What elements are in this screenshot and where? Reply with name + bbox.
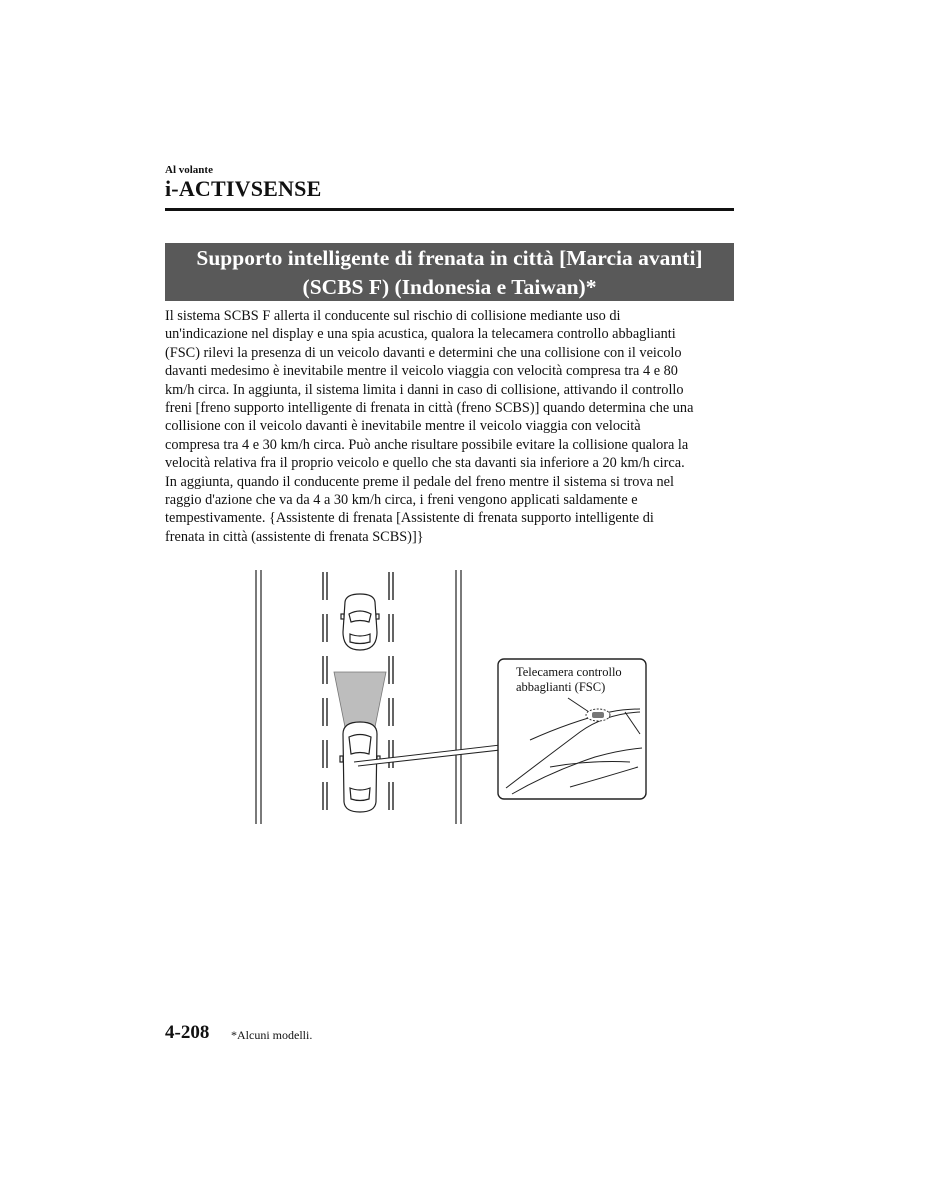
title-divider [165, 208, 734, 211]
body-line: In aggiunta, quando il conducente preme il pedale del freno mentre il sistema si trova nel [165, 473, 674, 490]
own-vehicle-icon [340, 722, 380, 812]
page-title: i-ACTIVSENSE [165, 176, 322, 201]
body-line: un'indicazione nel display e una spia acustica, qualora la telecamera controllo abbaglianti [165, 326, 676, 343]
body-paragraph [165, 307, 740, 546]
callout-label-line-1: Telecamera controllo [516, 665, 622, 679]
body-line: davanti medesimo è inevitabile mentre il veicolo viaggia con velocità compresa tra 4 e 80 [165, 363, 678, 380]
lane-divider-right [389, 572, 393, 810]
section-heading-line-1: Supporto intelligente di frenata in città [Marcia avanti] [196, 246, 703, 270]
body-line: frenata in città (assistente di frenata SCBS)]} [165, 528, 424, 545]
page-number: 4-208 [165, 1022, 210, 1043]
body-line: velocità relativa fra il proprio veicolo e quello che sta davanti sia inferiore a 20 km/h circa. [165, 455, 685, 472]
callout-label-line-2: abbaglianti (FSC) [516, 680, 606, 694]
body-line: compresa tra 4 e 30 km/h circa. Può anche risultare possibile evitare la collisione qualora la [165, 436, 689, 453]
breadcrumb: Al volante [165, 164, 213, 176]
body-line: km/h circa. In aggiunta, il sistema limita i danni in caso di collisione, attivando il controllo [165, 381, 684, 398]
road-edge-left [256, 570, 261, 824]
section-heading [165, 243, 734, 301]
lane-divider-left [323, 572, 327, 810]
vehicle-ahead-icon [341, 594, 379, 650]
scbs-diagram [250, 562, 650, 827]
body-line: Il sistema SCBS F allerta il conducente sul rischio di collisione mediante uso di [165, 308, 621, 324]
road-edge-right [456, 570, 461, 824]
body-line: freni [freno supporto intelligente di frenata in città (freno SCBS)] quando determina che una [165, 400, 694, 417]
camera-icon [586, 709, 610, 721]
body-line: raggio d'azione che va da 4 a 30 km/h circa, i freni vengono applicati saldamente e [165, 492, 638, 509]
body-line: collisione con il veicolo davanti è inevitabile mentre il veicolo viaggia con velocità [165, 418, 641, 435]
body-line: (FSC) rilevi la presenza di un veicolo davanti e determini che una collisione con il veicolo [165, 344, 682, 361]
body-line: tempestivamente. {Assistente di frenata [Assistente di frenata supporto intelligente di [165, 510, 654, 527]
footnote: *Alcuni modelli. [231, 1028, 313, 1042]
section-heading-line-2: (SCBS F) (Indonesia e Taiwan)* [302, 274, 597, 299]
